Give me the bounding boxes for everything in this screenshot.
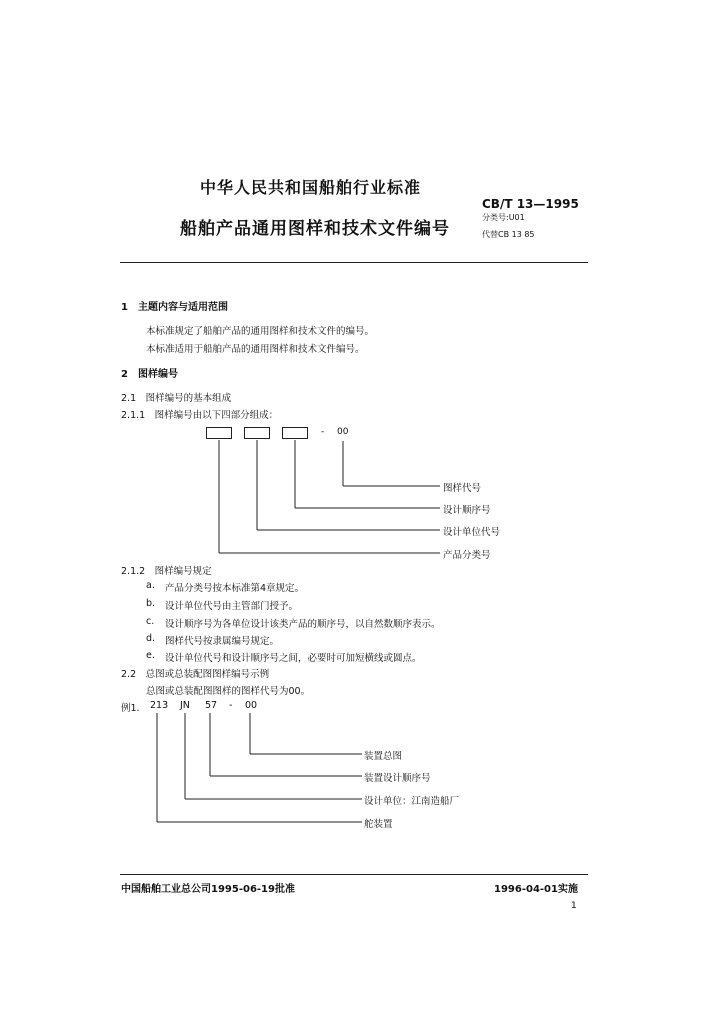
example-prefix: 例1. — [121, 703, 140, 714]
label-product-category: 产品分类号 — [443, 550, 491, 561]
page-number: 1 — [571, 901, 577, 911]
rule-text: 图样代号按隶属编号规定。 — [165, 636, 280, 647]
example-note: 总图或总装配图图样的图样代号为00。 — [146, 686, 311, 697]
replaces-code: 代替CB 13 85 — [482, 230, 535, 239]
example-label-design-sequence: 装置设计顺序号 — [364, 773, 431, 784]
example-label-assembly-drawing: 装置总图 — [364, 751, 403, 762]
label-design-unit: 设计单位代号 — [443, 527, 501, 538]
example-label-product: 舵装置 — [364, 819, 393, 830]
rules-heading: 2.1.2 图样编号规定 — [121, 566, 212, 577]
org-title: 中华人民共和国船舶行业标准 — [200, 178, 422, 197]
rule-letter: a. — [146, 580, 155, 591]
effective-date: 1996-04-01实施 — [494, 884, 578, 895]
label-design-sequence: 设计顺序号 — [443, 505, 491, 516]
section-1-heading: 1 主题内容与适用范围 — [121, 302, 228, 313]
example-heading: 2.2 总图或总装配图图样编号示例 — [121, 669, 270, 680]
example-design-unit: JN — [180, 700, 190, 711]
approval-line: 中国船舶工业总公司1995-06-19批准 — [121, 884, 295, 895]
structure-dash: - — [321, 427, 325, 437]
standard-code: CB/T 13—1995 — [482, 197, 579, 211]
rule-text: 设计单位代号由主管部门授予。 — [165, 601, 299, 612]
rule-text: 产品分类号按本标准第4章规定。 — [165, 583, 305, 594]
example-dash: - — [229, 700, 233, 711]
document-title: 船舶产品通用图样和技术文件编号 — [180, 219, 450, 239]
rule-letter: b. — [146, 598, 156, 609]
category-code: 分类号:U01 — [482, 213, 525, 222]
section-2-1-heading: 2.1 图样编号的基本组成 — [121, 393, 232, 404]
rule-text: 设计顺序号为各单位设计该类产品的顺序号，以自然数顺序表示。 — [165, 619, 441, 630]
rule-text: 设计单位代号和设计顺序号之间，必要时可加短横线或圆点。 — [165, 653, 422, 664]
example-drawing-code: 00 — [245, 700, 258, 711]
section-2-1-1-heading: 2.1.1 图样编号由以下四部分组成： — [121, 410, 279, 421]
label-drawing-code: 图样代号 — [443, 483, 482, 494]
example-design-sequence: 57 — [205, 700, 218, 711]
rule-letter: e. — [146, 650, 155, 661]
section-2-heading: 2 图样编号 — [121, 369, 178, 380]
footer-rule — [120, 874, 588, 875]
example-label-design-unit: 设计单位：江南造船厂 — [364, 796, 460, 807]
section-1-paragraph-1: 本标准规定了船舶产品的通用图样和技术文件的编号。 — [146, 326, 375, 337]
structure-code: 00 — [337, 427, 349, 437]
rule-letter: c. — [146, 616, 155, 627]
rule-letter: d. — [146, 633, 156, 644]
section-1-paragraph-2: 本标准适用于船舶产品的通用图样和技术文件编号。 — [146, 344, 365, 355]
example-product-category: 213 — [150, 700, 169, 711]
